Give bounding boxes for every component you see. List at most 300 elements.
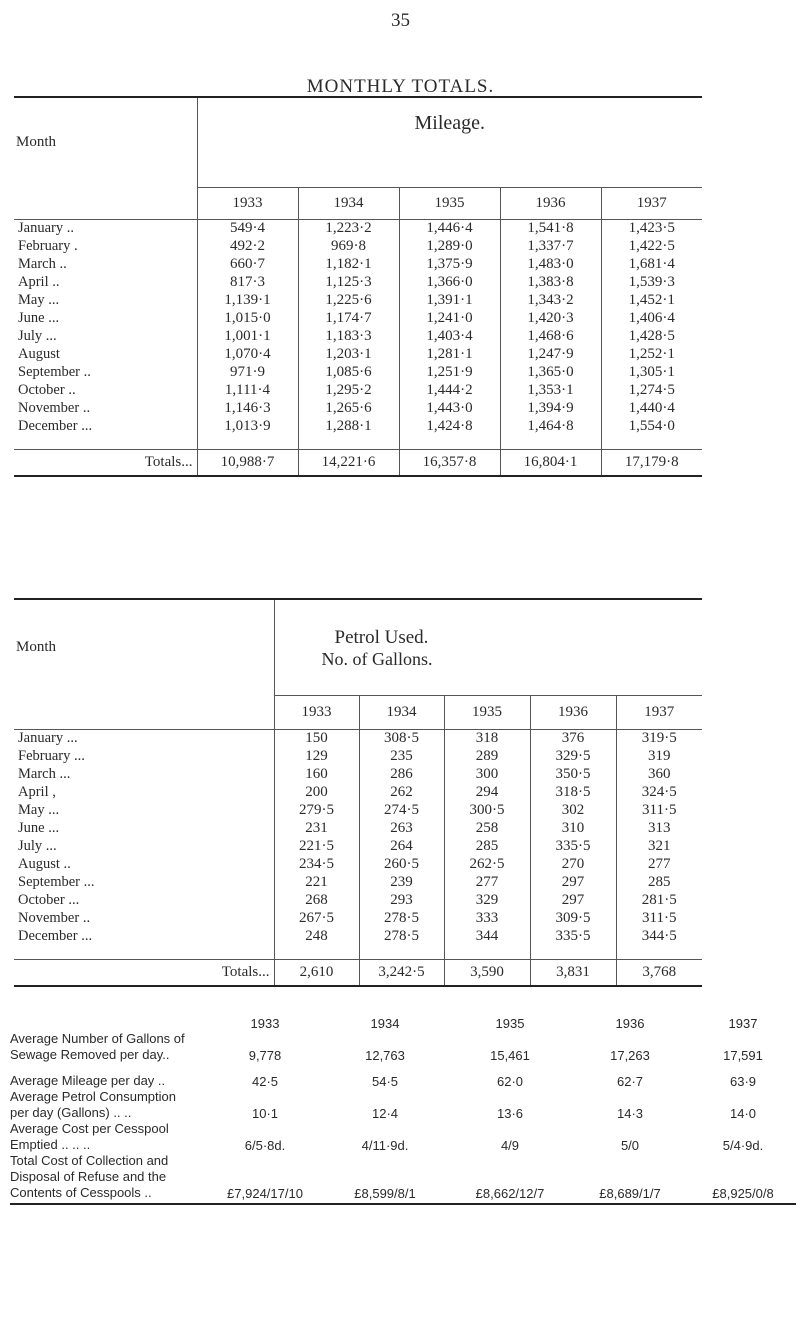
cell-value: 234·5 <box>274 855 359 873</box>
leader-dots: .. <box>63 855 71 872</box>
total-value: 16,357·8 <box>399 450 500 476</box>
month-name: October <box>18 381 65 398</box>
month-label <box>14 291 197 309</box>
year-header: 1936 <box>500 187 601 219</box>
total-value: 17,179·8 <box>601 450 702 476</box>
month-name: March <box>18 765 56 782</box>
cell-value: 1,223·2 <box>298 219 399 237</box>
cell-value: 1,085·6 <box>298 363 399 381</box>
leader-dots: .. <box>124 1105 132 1120</box>
cell-value: 1,288·1 <box>298 417 399 435</box>
cell-value: 1,015·0 <box>197 309 298 327</box>
avg-value: 6/5·8d. <box>244 1138 286 1153</box>
cell-value: 1,305·1 <box>601 363 702 381</box>
table-row <box>14 801 702 819</box>
row-label: Emptied <box>10 1137 58 1152</box>
table-row <box>14 345 702 363</box>
cell-value: 313 <box>616 819 702 837</box>
cell-value: 318 <box>444 729 530 747</box>
cell-value: 129 <box>274 747 359 765</box>
leader-dots: .. .. .. <box>61 1137 91 1152</box>
leader-dots: .. <box>82 909 91 926</box>
cell-value: 1,420·3 <box>500 309 601 327</box>
leader-dots: ... <box>48 819 60 836</box>
cell-value: 235 <box>359 747 444 765</box>
cell-value: 200 <box>274 783 359 801</box>
avg-value: £8,662/12/7 <box>450 1153 570 1204</box>
month-label <box>14 909 274 927</box>
row-label: per day (Gallons) .. <box>10 1105 121 1120</box>
month-name: August <box>18 855 60 872</box>
avg-value: 54·5 <box>371 1074 399 1089</box>
year-header: 1933 <box>250 1016 280 1031</box>
cell-value: 969·8 <box>298 237 399 255</box>
month-name: January <box>18 219 64 236</box>
avg-value: 62·0 <box>496 1074 524 1089</box>
petrol-table <box>14 598 702 987</box>
month-name: July <box>18 837 43 854</box>
year-header: 1935 <box>399 187 500 219</box>
cell-value: 335·5 <box>530 927 616 945</box>
cell-value: 309·5 <box>530 909 616 927</box>
cell-value: 1,468·6 <box>500 327 601 345</box>
cell-value: 321 <box>616 837 702 855</box>
cell-value: 231 <box>274 819 359 837</box>
cell-value: 270 <box>530 855 616 873</box>
cell-value: 817·3 <box>197 273 298 291</box>
year-header: 1934 <box>298 187 399 219</box>
avg-gallons-row <box>10 1031 796 1063</box>
row-label: Average Petrol Consumption <box>10 1089 176 1104</box>
leader-dots: ... <box>48 801 60 818</box>
cell-value: 1,452·1 <box>601 291 702 309</box>
avg-value: 5/4·9d. <box>722 1138 764 1153</box>
year-header: 1937 <box>616 695 702 729</box>
avg-value: 42·5 <box>251 1074 279 1089</box>
cell-value: 281·5 <box>616 891 702 909</box>
month-name: February <box>18 747 71 764</box>
row-label: Average Number of Gallons of <box>10 1031 185 1046</box>
cell-value: 329·5 <box>530 747 616 765</box>
leader-dots: .. <box>82 399 91 416</box>
month-name: August <box>18 345 60 362</box>
month-name: May <box>18 291 45 308</box>
avg-value: 13·6 <box>496 1106 524 1121</box>
cell-value: 1,343·2 <box>500 291 601 309</box>
table-row <box>14 747 702 765</box>
cell-value: 360 <box>616 765 702 783</box>
table-row <box>14 237 702 255</box>
table-row <box>14 873 702 891</box>
cell-value: 150 <box>274 729 359 747</box>
month-name: February <box>18 237 71 254</box>
month-name: December <box>18 927 78 944</box>
cell-value: 297 <box>530 891 616 909</box>
avg-value: 63·9 <box>729 1074 757 1089</box>
cell-value: 267·5 <box>274 909 359 927</box>
month-label <box>14 927 274 945</box>
leader-dots: .. <box>66 219 74 236</box>
cell-value: 329 <box>444 891 530 909</box>
month-name: November <box>18 909 80 926</box>
cell-value: 260·5 <box>359 855 444 873</box>
avg-value: 14·0 <box>729 1106 757 1121</box>
cell-value: 1,428·5 <box>601 327 702 345</box>
row-label: Sewage Removed per day.. <box>10 1047 170 1062</box>
cell-value: 285 <box>444 837 530 855</box>
year-header: 1933 <box>197 187 298 219</box>
averages-table <box>10 1013 796 1205</box>
year-header: 1935 <box>444 695 530 729</box>
cell-value: 268 <box>274 891 359 909</box>
cell-value: 1,383·8 <box>500 273 601 291</box>
cell-value: 1,174·7 <box>298 309 399 327</box>
total-value: 10,988·7 <box>197 450 298 476</box>
month-label <box>14 381 197 399</box>
leader-dots: ... <box>81 927 93 944</box>
row-label: Contents of Cesspools <box>10 1185 141 1200</box>
cell-value: 297 <box>530 873 616 891</box>
table-row <box>14 783 702 801</box>
year-header: 1937 <box>728 1016 758 1031</box>
month-label <box>14 819 274 837</box>
avg-value: 4/11·9d. <box>361 1138 409 1153</box>
avg-value: 5/0 <box>620 1138 640 1153</box>
page-title: MONTHLY TOTALS. <box>306 76 495 97</box>
total-value: 3,242·5 <box>359 960 444 986</box>
cell-value: 1,001·1 <box>197 327 298 345</box>
avg-value: 15,461 <box>490 1048 530 1063</box>
month-name: September <box>18 873 81 890</box>
leader-dots: ... <box>59 765 71 782</box>
table-row <box>14 381 702 399</box>
cell-value: 333 <box>444 909 530 927</box>
month-name: September <box>18 363 81 380</box>
leader-dots: .. <box>68 381 76 398</box>
cell-value: 310 <box>530 819 616 837</box>
cell-value: 1,146·3 <box>197 399 298 417</box>
cell-value: 262·5 <box>444 855 530 873</box>
year-header: 1934 <box>359 695 444 729</box>
page-number: 35 <box>391 10 410 31</box>
cell-value: 971·9 <box>197 363 298 381</box>
cell-value: 1,139·1 <box>197 291 298 309</box>
cell-value: 1,295·2 <box>298 381 399 399</box>
month-label <box>14 219 197 237</box>
petrol-title-2: No. of Gallons. <box>274 649 702 695</box>
month-name: December <box>18 417 78 434</box>
cell-value: 335·5 <box>530 837 616 855</box>
table-row <box>14 255 702 273</box>
avg-mileage-row <box>10 1063 796 1089</box>
petrol-year-header <box>14 695 702 729</box>
month-name: May <box>18 801 45 818</box>
cell-value: 278·5 <box>359 909 444 927</box>
cell-value: 274·5 <box>359 801 444 819</box>
cell-value: 1,366·0 <box>399 273 500 291</box>
cell-value: 302 <box>530 801 616 819</box>
table-row <box>14 291 702 309</box>
month-label <box>14 873 274 891</box>
month-name: June <box>18 309 45 326</box>
leader-dots: .. <box>59 255 67 272</box>
table-row <box>14 219 702 237</box>
avg-value: 17,591 <box>723 1048 763 1063</box>
leader-dots: ... <box>45 837 57 854</box>
cell-value: 344 <box>444 927 530 945</box>
avg-value: 62·7 <box>616 1074 644 1089</box>
row-label: Disposal of Refuse and the <box>10 1169 167 1184</box>
total-value: 3,590 <box>444 960 530 986</box>
month-name: March <box>18 255 56 272</box>
month-label <box>14 765 274 783</box>
cell-value: 311·5 <box>616 801 702 819</box>
cell-value: 1,013·9 <box>197 417 298 435</box>
table-row <box>14 855 702 873</box>
table-row <box>14 729 702 747</box>
avg-value: £8,689/1/7 <box>570 1153 690 1204</box>
cell-value: 278·5 <box>359 927 444 945</box>
cell-value: 1,440·4 <box>601 399 702 417</box>
cell-value: 1,424·8 <box>399 417 500 435</box>
month-name: November <box>18 399 80 416</box>
month-name: October <box>18 891 65 908</box>
leader-dots: .. <box>83 363 91 380</box>
cell-value: 1,554·0 <box>601 417 702 435</box>
leader-dots: .. <box>52 273 60 290</box>
cell-value: 258 <box>444 819 530 837</box>
leader-dots: ... <box>45 327 57 344</box>
mileage-table <box>14 96 702 477</box>
month-label <box>14 309 197 327</box>
leader-dots: . <box>73 237 78 254</box>
avg-value: 12·4 <box>371 1106 399 1121</box>
totals-label: Totals... <box>14 450 197 476</box>
avg-value: £8,925/0/8 <box>690 1153 796 1204</box>
table-row <box>14 273 702 291</box>
leader-dots: ... <box>68 891 80 908</box>
cell-value: 279·5 <box>274 801 359 819</box>
cell-value: 1,125·3 <box>298 273 399 291</box>
cell-value: 1,247·9 <box>500 345 601 363</box>
cell-value: 1,406·4 <box>601 309 702 327</box>
cell-value: 492·2 <box>197 237 298 255</box>
total-value: 3,831 <box>530 960 616 986</box>
cell-value: 1,281·1 <box>399 345 500 363</box>
cell-value: 160 <box>274 765 359 783</box>
cell-value: 1,251·9 <box>399 363 500 381</box>
avg-value: 17,263 <box>610 1048 650 1063</box>
cell-value: 1,365·0 <box>500 363 601 381</box>
leader-dots: ... <box>83 873 95 890</box>
total-value: 14,221·6 <box>298 450 399 476</box>
cell-value: 376 <box>530 729 616 747</box>
cell-value: 549·4 <box>197 219 298 237</box>
cell-value: 289 <box>444 747 530 765</box>
leader-dots: , <box>52 783 56 800</box>
avg-cost-cesspool-row <box>10 1121 796 1153</box>
year-header: 1934 <box>370 1016 400 1031</box>
month-name: April <box>18 273 49 290</box>
avg-value: 4/9 <box>500 1138 520 1153</box>
cell-value: 264 <box>359 837 444 855</box>
avg-petrol-row <box>10 1089 796 1121</box>
cell-value: 1,681·4 <box>601 255 702 273</box>
mileage-title: Mileage. <box>197 97 702 149</box>
cell-value: 239 <box>359 873 444 891</box>
cell-value: 1,444·2 <box>399 381 500 399</box>
month-name: January <box>18 729 64 746</box>
cell-value: 1,183·3 <box>298 327 399 345</box>
mileage-year-header <box>14 187 702 219</box>
month-label <box>14 399 197 417</box>
cell-value: 1,265·6 <box>298 399 399 417</box>
cell-value: 300·5 <box>444 801 530 819</box>
month-label <box>14 837 274 855</box>
cell-value: 1,423·5 <box>601 219 702 237</box>
cell-value: 300 <box>444 765 530 783</box>
cell-value: 221·5 <box>274 837 359 855</box>
cell-value: 1,241·0 <box>399 309 500 327</box>
cell-value: 221 <box>274 873 359 891</box>
cell-value: 319 <box>616 747 702 765</box>
table-row <box>14 417 702 435</box>
total-value: 3,768 <box>616 960 702 986</box>
leader-dots: ... <box>66 729 78 746</box>
cell-value: 293 <box>359 891 444 909</box>
averages-year-header <box>10 1013 796 1031</box>
table-row <box>14 363 702 381</box>
month-label <box>14 747 274 765</box>
cell-value: 318·5 <box>530 783 616 801</box>
avg-value: £8,599/8/1 <box>320 1153 450 1204</box>
year-header: 1933 <box>274 695 359 729</box>
avg-value: £7,924/17/10 <box>210 1153 320 1204</box>
month-label <box>14 255 197 273</box>
cell-value: 1,289·0 <box>399 237 500 255</box>
cell-value: 1,203·1 <box>298 345 399 363</box>
month-label <box>14 237 197 255</box>
leader-dots: ... <box>48 291 60 308</box>
table-row <box>14 399 702 417</box>
avg-value: 10·1 <box>251 1106 279 1121</box>
cell-value: 1,182·1 <box>298 255 399 273</box>
cell-value: 1,252·1 <box>601 345 702 363</box>
leader-dots: .. <box>157 1073 166 1088</box>
cell-value: 1,483·0 <box>500 255 601 273</box>
cell-value: 1,225·6 <box>298 291 399 309</box>
cell-value: 1,541·8 <box>500 219 601 237</box>
leader-dots: ... <box>48 309 60 326</box>
month-label <box>14 855 274 873</box>
cell-value: 308·5 <box>359 729 444 747</box>
cell-value: 319·5 <box>616 729 702 747</box>
totals-label: Totals... <box>14 960 274 986</box>
year-header: 1936 <box>615 1016 645 1031</box>
row-label: Average Cost per Cesspool <box>10 1121 169 1136</box>
avg-value: 14·3 <box>616 1106 644 1121</box>
month-name: April <box>18 783 49 800</box>
month-label <box>14 417 197 435</box>
cell-value: 263 <box>359 819 444 837</box>
cell-value: 1,337·7 <box>500 237 601 255</box>
cell-value: 1,539·3 <box>601 273 702 291</box>
cell-value: 248 <box>274 927 359 945</box>
table-row <box>14 309 702 327</box>
leader-dots: ... <box>81 417 93 434</box>
avg-value: 9,778 <box>248 1048 282 1063</box>
year-header: 1937 <box>601 187 702 219</box>
cell-value: 1,111·4 <box>197 381 298 399</box>
mileage-totals-row <box>14 450 702 476</box>
month-label <box>14 801 274 819</box>
petrol-totals-row <box>14 960 702 986</box>
month-name: June <box>18 819 45 836</box>
total-value: 2,610 <box>274 960 359 986</box>
table-row <box>14 891 702 909</box>
cell-value: 1,353·1 <box>500 381 601 399</box>
cell-value: 286 <box>359 765 444 783</box>
cell-value: 1,443·0 <box>399 399 500 417</box>
cell-value: 277 <box>444 873 530 891</box>
cell-value: 294 <box>444 783 530 801</box>
month-name: July <box>18 327 43 344</box>
month-label <box>14 783 274 801</box>
cell-value: 1,375·9 <box>399 255 500 273</box>
month-label <box>14 891 274 909</box>
leader-dots: ... <box>73 747 85 764</box>
cell-value: 344·5 <box>616 927 702 945</box>
month-label <box>14 363 197 381</box>
cell-value: 311·5 <box>616 909 702 927</box>
total-cost-row <box>10 1153 796 1204</box>
table-row <box>14 327 702 345</box>
leader-dots: .. <box>144 1185 152 1200</box>
cell-value: 1,464·8 <box>500 417 601 435</box>
cell-value: 1,070·4 <box>197 345 298 363</box>
year-header: 1936 <box>530 695 616 729</box>
cell-value: 285 <box>616 873 702 891</box>
year-header: 1935 <box>495 1016 525 1031</box>
row-label: Average Mileage per day <box>10 1073 155 1088</box>
cell-value: 1,422·5 <box>601 237 702 255</box>
total-value: 16,804·1 <box>500 450 601 476</box>
table-row <box>14 837 702 855</box>
cell-value: 1,446·4 <box>399 219 500 237</box>
month-label <box>14 273 197 291</box>
month-label <box>14 327 197 345</box>
cell-value: 1,403·4 <box>399 327 500 345</box>
table-row <box>14 765 702 783</box>
petrol-month-header: Month <box>16 639 57 655</box>
cell-value: 1,274·5 <box>601 381 702 399</box>
cell-value: 660·7 <box>197 255 298 273</box>
avg-value: 12,763 <box>365 1048 405 1063</box>
cell-value: 262 <box>359 783 444 801</box>
month-label <box>14 729 274 747</box>
table-row <box>14 909 702 927</box>
mileage-month-header: Month <box>16 134 57 150</box>
table-row <box>14 927 702 945</box>
cell-value: 1,391·1 <box>399 291 500 309</box>
petrol-title-1: Petrol Used. <box>274 599 702 649</box>
cell-value: 324·5 <box>616 783 702 801</box>
cell-value: 1,394·9 <box>500 399 601 417</box>
cell-value: 350·5 <box>530 765 616 783</box>
row-label: Total Cost of Collection and <box>10 1153 169 1168</box>
table-row <box>14 819 702 837</box>
month-label <box>14 345 197 363</box>
